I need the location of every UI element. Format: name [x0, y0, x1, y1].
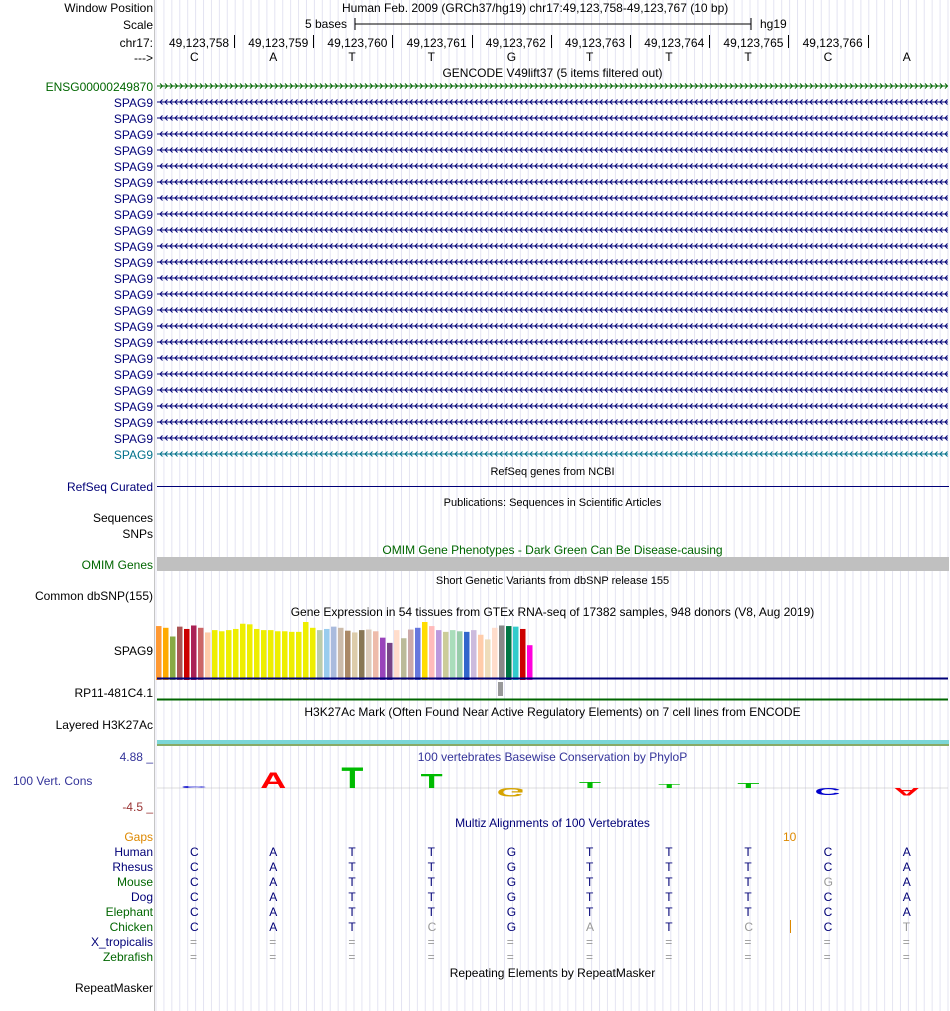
base-letter: T: [586, 50, 594, 64]
gtex-bar[interactable]: [289, 632, 295, 680]
position-label: 49,123,763: [565, 36, 626, 50]
aligned-base: C: [190, 860, 199, 874]
gtex-bar[interactable]: [296, 632, 302, 680]
track-label-snps[interactable]: SNPs: [122, 527, 153, 541]
aligned-base: T: [348, 845, 356, 859]
gtex-bar[interactable]: [184, 629, 190, 680]
gtex-bar[interactable]: [492, 628, 498, 680]
gtex-bar[interactable]: [212, 630, 218, 680]
aligned-base: T: [586, 890, 594, 904]
track-label-spag9: SPAG9: [113, 416, 153, 430]
base-letter: C: [823, 50, 833, 64]
aligned-base: G: [506, 845, 517, 859]
aligned-base: =: [902, 950, 910, 964]
aligned-base: =: [506, 935, 514, 949]
gtex-bar[interactable]: [380, 638, 386, 680]
aligned-base: C: [190, 890, 199, 904]
track-label-spag9: SPAG9: [113, 272, 153, 286]
aligned-base: G: [823, 875, 833, 889]
phylop-min: -4.5 _: [122, 800, 153, 814]
track-label-spag9: SPAG9: [113, 224, 153, 238]
track-label-spag9: SPAG9: [113, 368, 153, 382]
aligned-base: =: [506, 950, 514, 964]
aligned-base: G: [506, 890, 517, 904]
aligned-base: T: [902, 920, 911, 934]
position-tick: [234, 35, 235, 48]
position-label: 49,123,758: [169, 36, 230, 50]
h3k27ac-title: H3K27Ac Mark (Often Found Near Active Regulatory Elements) on 7 cell lines from ENCODE: [304, 705, 801, 719]
strand-label: --->: [134, 51, 153, 65]
track-label-phylop[interactable]: 100 Vert. Cons: [13, 774, 93, 788]
aligned-base: C: [823, 890, 833, 904]
aligned-base: =: [586, 935, 594, 949]
species-label: Elephant: [105, 905, 153, 919]
species-label: Chicken: [109, 920, 153, 934]
base-letter: G: [506, 50, 517, 64]
position-tick: [709, 35, 710, 48]
aligned-base: T: [665, 860, 673, 874]
species-label: Human: [114, 845, 153, 859]
aligned-base: T: [744, 860, 752, 874]
position-label: 49,123,764: [644, 36, 705, 50]
gencode-title: GENCODE V49lift37 (5 items filtered out): [442, 66, 663, 80]
gtex-bar[interactable]: [450, 630, 456, 680]
gtex-bar[interactable]: [338, 628, 344, 680]
position-tick: [472, 35, 473, 48]
gtex-bar[interactable]: [415, 628, 421, 680]
base-letter: T: [427, 50, 435, 64]
gtex-bar[interactable]: [191, 625, 197, 680]
track-label-spag9: SPAG9: [113, 336, 153, 350]
aligned-base: =: [665, 950, 673, 964]
chrom-label: chr17:: [119, 36, 153, 50]
gtex-bar[interactable]: [506, 626, 512, 680]
position-tick: [630, 35, 631, 48]
aligned-base: G: [506, 860, 517, 874]
refseq-line[interactable]: [157, 486, 949, 487]
gtex-bar[interactable]: [485, 639, 491, 680]
multiz-title: Multiz Alignments of 100 Vertebrates: [455, 816, 650, 830]
base-letter: C: [190, 50, 199, 64]
aligned-base: G: [506, 905, 517, 919]
position-tick: [868, 35, 869, 48]
aligned-base: A: [902, 875, 911, 889]
omim-title: OMIM Gene Phenotypes - Dark Green Can Be Disease-causing: [382, 543, 723, 557]
gtex-bar[interactable]: [366, 630, 372, 680]
aligned-base: T: [348, 860, 356, 874]
gtex-bar[interactable]: [156, 626, 162, 680]
position-label: 49,123,761: [406, 36, 467, 50]
aligned-base: A: [269, 905, 278, 919]
aligned-base: =: [190, 950, 198, 964]
gtex-bar[interactable]: [254, 629, 260, 680]
base-letter: A: [902, 50, 911, 64]
aligned-base: C: [823, 905, 833, 919]
position-label: 49,123,766: [802, 36, 863, 50]
gtex-bar[interactable]: [499, 625, 505, 680]
track-label-dbsnp[interactable]: Common dbSNP(155): [34, 589, 153, 603]
refseq-title: RefSeq genes from NCBI: [490, 466, 615, 478]
aligned-base: T: [586, 860, 594, 874]
omim-bar[interactable]: [157, 557, 949, 571]
species-label: Mouse: [116, 875, 153, 889]
gtex-bar[interactable]: [219, 631, 225, 680]
assembly-title: Human Feb. 2009 (GRCh37/hg19) chr17:49,123,758-49,123,767 (10 bp): [342, 1, 729, 15]
gtex-bar[interactable]: [408, 630, 414, 680]
aligned-base: A: [902, 845, 911, 859]
track-label-spag9: SPAG9: [113, 384, 153, 398]
scale-bar: [354, 16, 754, 32]
gtex-bar[interactable]: [436, 630, 442, 680]
gtex-bar[interactable]: [520, 629, 526, 680]
gtex-bar[interactable]: [198, 628, 204, 680]
gencode-transcripts[interactable]: [155, 78, 950, 464]
gtex-bar[interactable]: [457, 631, 463, 680]
position-tick: [551, 35, 552, 48]
aligned-base: C: [190, 920, 199, 934]
aligned-base: =: [744, 950, 752, 964]
window-position-label: Window Position: [64, 1, 153, 15]
aligned-base: C: [823, 920, 833, 934]
aligned-base: G: [506, 875, 517, 889]
track-label-spag9: SPAG9: [113, 432, 153, 446]
aligned-base: =: [427, 935, 435, 949]
repeatmasker-title: Repeating Elements by RepeatMasker: [449, 966, 656, 980]
gtex-bar[interactable]: [226, 630, 232, 680]
aligned-base: T: [744, 845, 752, 859]
gtex-bar[interactable]: [387, 643, 393, 680]
phylop-logo[interactable]: [155, 766, 950, 806]
gtex-bar[interactable]: [170, 637, 176, 681]
phylop-letter: C: [814, 785, 841, 798]
aligned-base: =: [348, 935, 356, 949]
track-label-spag9: SPAG9: [113, 192, 153, 206]
base-letter: T: [744, 50, 752, 64]
aligned-base: =: [190, 935, 198, 949]
track-label-refseq[interactable]: RefSeq Curated: [66, 480, 153, 494]
scale-label: Scale: [122, 18, 153, 32]
aligned-base: A: [902, 905, 911, 919]
gtex-bar[interactable]: [331, 627, 337, 680]
phylop-letter: A: [260, 768, 287, 794]
track-label-spag9: SPAG9: [113, 240, 153, 254]
aligned-base: T: [427, 860, 435, 874]
gap-count: 10: [783, 830, 797, 844]
gtex-bar[interactable]: [282, 631, 288, 680]
aligned-base: A: [269, 845, 278, 859]
track-label-gtex[interactable]: SPAG9: [113, 644, 153, 658]
gtex-bar[interactable]: [310, 628, 316, 680]
aligned-base: C: [190, 905, 199, 919]
gtex-bar[interactable]: [471, 630, 477, 680]
aligned-base: T: [586, 845, 594, 859]
position-label: 49,123,760: [327, 36, 388, 50]
phylop-letter: G: [496, 785, 525, 799]
gtex-bar[interactable]: [163, 628, 169, 680]
aligned-base: =: [744, 935, 752, 949]
gtex-bar[interactable]: [401, 638, 407, 680]
gtex-bar[interactable]: [324, 629, 330, 680]
gtex-bar[interactable]: [205, 632, 211, 680]
aligned-base: A: [269, 890, 278, 904]
gtex-bar[interactable]: [422, 622, 428, 680]
gtex-bar[interactable]: [478, 635, 484, 680]
aligned-base: T: [665, 890, 673, 904]
aligned-base: A: [269, 920, 278, 934]
aligned-base: =: [586, 950, 594, 964]
species-label: Dog: [130, 890, 153, 904]
aligned-base: T: [348, 920, 356, 934]
base-letter: T: [665, 50, 673, 64]
gtex-bar[interactable]: [373, 631, 379, 680]
gtex-bar[interactable]: [429, 626, 435, 680]
species-label: X_tropicalis: [90, 935, 153, 949]
position-label: 49,123,759: [248, 36, 309, 50]
track-label-sequences[interactable]: Sequences: [92, 511, 153, 525]
species-label: Zebrafish: [102, 950, 153, 964]
aligned-base: C: [190, 875, 199, 889]
aligned-base: =: [823, 950, 831, 964]
h3k27ac-band-lower: [157, 744, 949, 746]
track-label-spag9: SPAG9: [113, 96, 153, 110]
dbsnp-title: Short Genetic Variants from dbSNP release 155: [435, 575, 670, 587]
gtex-expression-bars[interactable]: [155, 618, 950, 702]
track-label-spag9: SPAG9: [113, 176, 153, 190]
position-tick: [788, 35, 789, 48]
track-label-spag9-selected: SPAG9: [113, 448, 153, 462]
position-tick: [313, 35, 314, 48]
gtex-bar[interactable]: [261, 630, 267, 680]
aligned-base: A: [269, 860, 278, 874]
aligned-base: T: [744, 905, 752, 919]
track-label-spag9: SPAG9: [113, 128, 153, 142]
aligned-base: T: [744, 875, 752, 889]
track-label-h3k27ac[interactable]: Layered H3K27Ac: [55, 718, 153, 732]
track-label-spag9: SPAG9: [113, 256, 153, 270]
gtex-bar[interactable]: [345, 631, 351, 680]
aligned-base: G: [506, 920, 517, 934]
track-label-spag9: SPAG9: [113, 288, 153, 302]
track-label-spag9: SPAG9: [113, 304, 153, 318]
phylop-title: 100 vertebrates Basewise Conservation by PhyloP: [417, 750, 688, 764]
aligned-base: C: [427, 920, 437, 934]
aligned-base: T: [665, 875, 673, 889]
aligned-base: T: [665, 920, 673, 934]
track-label-gaps[interactable]: Gaps: [124, 830, 153, 844]
aligned-base: T: [348, 875, 356, 889]
aligned-base: T: [427, 905, 435, 919]
aligned-base: =: [902, 935, 910, 949]
gtex-bar[interactable]: [443, 632, 449, 680]
aligned-base: T: [427, 890, 435, 904]
species-label: Rhesus: [112, 860, 153, 874]
phylop-letter: T: [658, 783, 681, 790]
aligned-base: C: [744, 920, 754, 934]
phylop-letter: T: [737, 782, 760, 790]
track-label-spag9: SPAG9: [113, 144, 153, 158]
gtex-bar[interactable]: [275, 631, 281, 680]
gtex-bar[interactable]: [177, 627, 183, 680]
aligned-base: =: [269, 935, 277, 949]
gtex-bar[interactable]: [317, 630, 323, 680]
base-letter: T: [348, 50, 356, 64]
publications-title: Publications: Sequences in Scientific Articles: [443, 497, 662, 509]
gtex-bar[interactable]: [359, 630, 365, 680]
position-label: 49,123,762: [485, 36, 546, 50]
track-label-spag9: SPAG9: [113, 400, 153, 414]
aligned-base: T: [427, 845, 435, 859]
aligned-base: A: [902, 860, 911, 874]
aligned-base: C: [823, 845, 833, 859]
base-letter: A: [269, 50, 278, 64]
aligned-base: C: [190, 845, 199, 859]
track-label-spag9: SPAG9: [113, 208, 153, 222]
gtex-bar[interactable]: [352, 632, 358, 680]
aligned-base: A: [269, 875, 278, 889]
aligned-base: T: [586, 875, 594, 889]
aligned-base: =: [348, 950, 356, 964]
phylop-letter: C: [181, 785, 207, 789]
aligned-base: T: [586, 905, 594, 919]
chicken-insertion-mark: [790, 920, 791, 933]
position-label: 49,123,765: [723, 36, 784, 50]
aligned-base: T: [348, 890, 356, 904]
aligned-base: T: [744, 890, 752, 904]
aligned-base: =: [823, 935, 831, 949]
aligned-base: A: [902, 890, 911, 904]
track-label-spag9: SPAG9: [113, 112, 153, 126]
aligned-base: T: [348, 905, 356, 919]
aligned-base: A: [586, 920, 595, 934]
phylop-max: 4.88 _: [119, 750, 153, 764]
gtex-bar[interactable]: [247, 624, 253, 680]
aligned-base: T: [665, 845, 673, 859]
phylop-letter: T: [420, 770, 443, 793]
track-label-spag9: SPAG9: [113, 160, 153, 174]
gtex-bar[interactable]: [268, 630, 274, 680]
track-label-repeatmasker[interactable]: RepeatMasker: [74, 981, 153, 995]
rp11-feature[interactable]: [498, 682, 503, 696]
track-label-ensg[interactable]: ENSG00000249870: [45, 80, 153, 94]
phylop-letter: T: [579, 780, 601, 790]
position-tick: [392, 35, 393, 48]
track-label-spag9: SPAG9: [113, 320, 153, 334]
aligned-base: =: [665, 935, 673, 949]
track-label-omim[interactable]: OMIM Genes: [81, 558, 153, 572]
track-label-rp11[interactable]: RP11-481C4.1: [74, 686, 153, 700]
phylop-letter: T: [341, 766, 364, 796]
gtex-bar[interactable]: [464, 632, 470, 680]
aligned-base: =: [269, 950, 277, 964]
scale-db: hg19: [760, 17, 787, 31]
aligned-base: C: [823, 860, 833, 874]
gtex-bar[interactable]: [527, 645, 533, 680]
gtex-title: Gene Expression in 54 tissues from GTEx RNA-seq of 17382 samples, 948 donors (V8, Aug 2019): [290, 605, 815, 619]
gtex-bar[interactable]: [303, 622, 309, 680]
gtex-bar[interactable]: [233, 629, 239, 680]
aligned-base: T: [665, 905, 673, 919]
track-label-spag9: SPAG9: [113, 352, 153, 366]
aligned-base: T: [427, 875, 435, 889]
phylop-letter: A: [893, 785, 920, 798]
gtex-bar[interactable]: [513, 627, 519, 680]
gtex-bar[interactable]: [240, 624, 246, 680]
aligned-base: =: [427, 950, 435, 964]
gtex-bar[interactable]: [394, 630, 400, 680]
scale-bases: 5 bases: [305, 17, 348, 31]
